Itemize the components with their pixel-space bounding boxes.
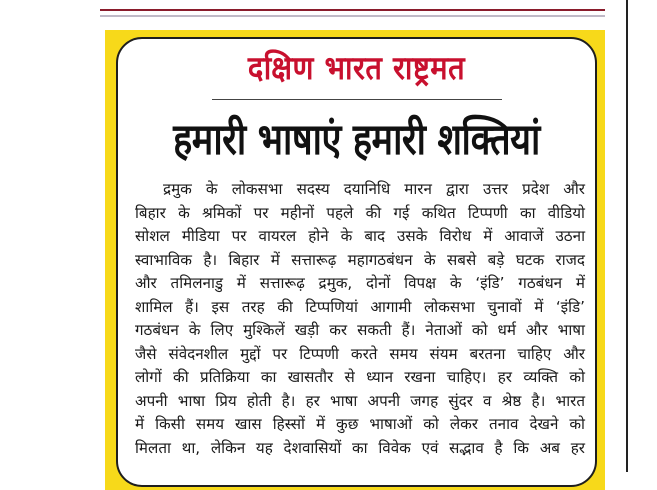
masthead-divider: [212, 99, 502, 100]
body-line: सोशल मीडिया पर वायरल होने के बाद उसके विरोध में आवाजें उठना: [135, 227, 585, 245]
masthead-title: दक्षिण भारत राष्ट्रमत: [247, 48, 466, 88]
body-line: में किसी समय खास हिस्सों में कुछ भाषाओं को लेकर तनाव देखने को: [135, 415, 585, 433]
editorial-body: [135, 178, 585, 460]
body-line: गठबंधन के लिए मुश्किलें खड़ी कर सकती हैं। नेताओं को धर्म और भाषा: [135, 321, 585, 339]
editorial-headline: हमारी भाषाएं हमारी शक्तियां: [173, 115, 540, 165]
top-rule-secondary: [100, 15, 605, 17]
body-line: शामिल हैं। इस तरह की टिप्पणियां आगामी लोकसभा चुनावों में ‘इंडि’: [135, 297, 585, 316]
body-line: स्वाभाविक है। बिहार में सत्तारूढ़ महागठबंधन के सबसे बड़े घटक राजद: [135, 250, 585, 269]
body-line: अपनी भाषा प्रिय होती है। हर भाषा अपनी जगह सुंदर व श्रेष्ठ है। भारत: [135, 391, 585, 410]
body-line: मिलता था, लेकिन यह देशवासियों का विवेक एवं सद्भाव है कि अब हर: [135, 438, 585, 457]
top-rule: [100, 9, 605, 11]
body-line: द्रमुक के लोकसभा सदस्य दयानिधि मारन द्वारा उत्तर प्रदेश और: [163, 180, 585, 198]
editorial-card: [116, 37, 597, 487]
body-line: और तमिलनाडु में सत्तारूढ़ द्रमुक, दोनों विपक्ष के ‘इंडि’ गठबंधन में: [135, 274, 585, 292]
body-line: बिहार के श्रमिकों पर महीनों पहले की गई कथित टिप्पणी का वीडियो: [135, 203, 585, 222]
body-line: जैसे संवेदनशील मुद्दों पर टिप्पणी करते समय संयम बरतना चाहिए और: [135, 344, 585, 363]
right-margin: [628, 0, 657, 472]
body-line: लोगों की प्रतिक्रिया का खासतौर से ध्यान रखना चाहिए। हर व्यक्ति को: [135, 368, 585, 386]
